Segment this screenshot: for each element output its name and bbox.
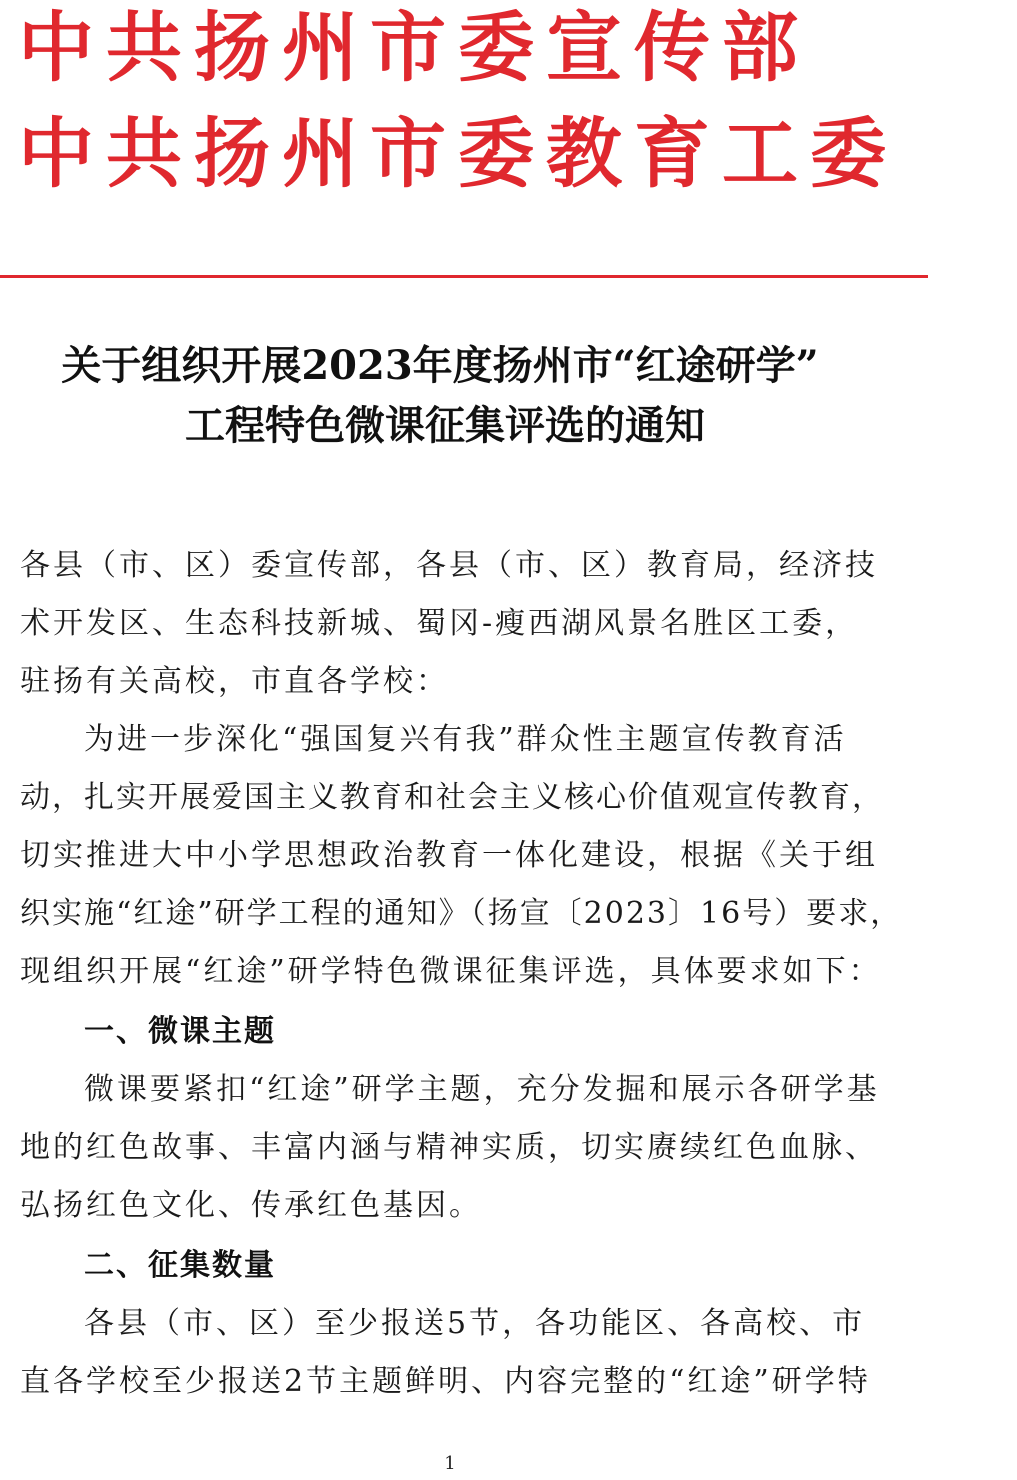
intro-line-1: 为进一步深化“强国复兴有我”群众性主题宣传教育活 xyxy=(84,722,847,757)
section-2-line-1: 各县（市、区）至少报送5节，各功能区、各高校、市 xyxy=(84,1306,866,1341)
issuer-header-line-2: 中共扬州市委教育工委 xyxy=(18,109,898,198)
red-divider-rule xyxy=(0,275,928,278)
page-number: 1 xyxy=(444,1453,456,1474)
issuer-header-line-1: 中共扬州市委宣传部 xyxy=(18,3,810,92)
document-title-line-1: 关于组织开展2023年度扬州市“红途研学” xyxy=(61,342,819,389)
intro-line-5: 现组织开展“红途”研学特色微课征集评选，具体要求如下： xyxy=(20,954,882,989)
recipients-line-3: 驻扬有关高校，市直各学校： xyxy=(20,664,449,699)
recipients-line-1: 各县（市、区）委宣传部，各县（市、区）教育局，经济技 xyxy=(20,548,878,583)
section-1-line-3: 弘扬红色文化、传承红色基因。 xyxy=(20,1188,482,1223)
section-1-line-1: 微课要紧扣“红途”研学主题，充分发掘和展示各研学基 xyxy=(84,1072,880,1107)
recipients-line-2: 术开发区、生态科技新城、蜀冈-瘦西湖风景名胜区工委， xyxy=(20,606,859,641)
section-2-heading: 二、征集数量 xyxy=(84,1248,276,1283)
section-1-line-2: 地的红色故事、丰富内涵与精神实质，切实赓续红色血脉、 xyxy=(20,1130,878,1165)
intro-line-4: 织实施“红途”研学工程的通知》（扬宣〔2023〕16号）要求， xyxy=(20,896,903,931)
intro-line-2: 动，扎实开展爱国主义教育和社会主义核心价值观宣传教育， xyxy=(20,780,884,815)
intro-line-3: 切实推进大中小学思想政治教育一体化建设，根据《关于组 xyxy=(20,838,878,873)
section-2-line-2: 直各学校至少报送2节主题鲜明、内容完整的“红途”研学特 xyxy=(20,1364,871,1399)
document-title-line-2: 工程特色微课征集评选的通知 xyxy=(185,402,705,449)
section-1-heading: 一、微课主题 xyxy=(84,1014,276,1049)
